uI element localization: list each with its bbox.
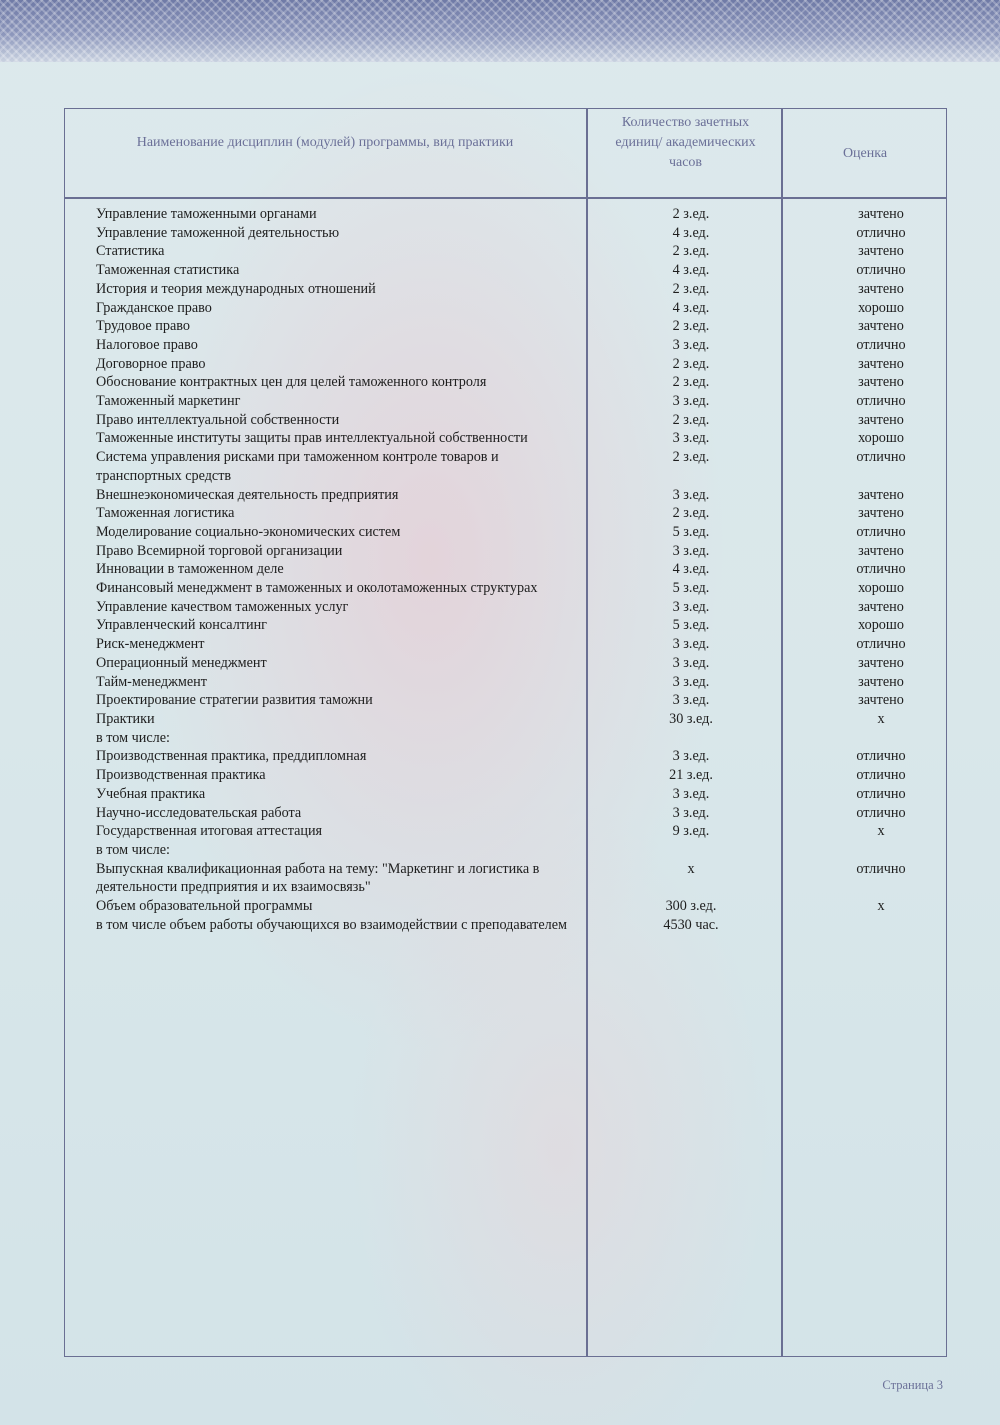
discipline-name: Таможенная логистика: [96, 505, 235, 522]
discipline-name: Учебная практика: [96, 785, 206, 802]
discipline-name: Гражданское право: [96, 299, 212, 316]
table-row: [96, 598, 946, 617]
grades-table-body: [96, 205, 946, 934]
discipline-name: Производственная практика, преддипломная: [96, 748, 367, 765]
grade: хорошо: [858, 580, 904, 597]
table-row: [96, 710, 946, 729]
discipline-name: Производственная практика: [96, 767, 266, 784]
grade: зачтено: [858, 280, 904, 297]
grade: зачтено: [858, 318, 904, 335]
discipline-name: Система управления рисками при таможенном контроле товаров и транспортных средств: [96, 449, 499, 484]
table-row: [96, 317, 946, 336]
discipline-name: Финансовый менеджмент в таможенных и околотаможенных структурах: [96, 580, 538, 597]
grade: зачтено: [858, 411, 904, 428]
table-row: [96, 261, 946, 280]
credit-units: 4 з.ед.: [672, 561, 710, 578]
grade: отлично: [856, 860, 906, 877]
grade: хорошо: [858, 430, 904, 447]
table-row: [96, 654, 946, 673]
credit-units: 2 з.ед.: [672, 411, 710, 428]
page-number: Страница 3: [882, 1378, 943, 1392]
grade: отлично: [856, 748, 906, 765]
credit-units: 2 з.ед.: [672, 374, 710, 391]
table-row: [96, 673, 946, 692]
discipline-name: Таможенные институты защиты прав интеллектуальной собственности: [96, 430, 528, 447]
table-row: [96, 804, 946, 823]
credit-units: 2 з.ед.: [672, 318, 710, 335]
table-row: [96, 373, 946, 392]
grade: отлично: [856, 393, 906, 410]
credit-units: 21 з.ед.: [669, 767, 713, 784]
decorative-top-band: [0, 0, 1000, 62]
table-row: [96, 299, 946, 318]
grade: зачтено: [858, 542, 904, 559]
grade: зачтено: [858, 654, 904, 671]
table-row: [96, 355, 946, 374]
credit-units: 3 з.ед.: [672, 598, 710, 615]
table-row: [96, 691, 946, 710]
table-row: [96, 542, 946, 561]
table-row: [96, 224, 946, 243]
table-row: [96, 242, 946, 261]
table-row: [96, 429, 946, 448]
grade: зачтено: [858, 673, 904, 690]
credit-units: 3 з.ед.: [672, 393, 710, 410]
grade: зачтено: [858, 486, 904, 503]
discipline-name: Обоснование контрактных цен для целей таможенного контроля: [96, 374, 487, 391]
table-row: [96, 916, 946, 935]
table-row: [96, 635, 946, 654]
discipline-name: Тайм-менеджмент: [96, 673, 207, 690]
header-divider: [65, 197, 946, 199]
credit-units: 2 з.ед.: [672, 280, 710, 297]
discipline-name: Налоговое право: [96, 336, 198, 353]
discipline-name: Договорное право: [96, 355, 206, 372]
discipline-name: Управление качеством таможенных услуг: [96, 598, 349, 615]
table-row: [96, 729, 946, 748]
grade: х: [877, 710, 885, 727]
grade: отлично: [856, 262, 906, 279]
grade: отлично: [856, 523, 906, 540]
credit-units: 3 з.ед.: [672, 654, 710, 671]
discipline-name: Право Всемирной торговой организации: [96, 542, 343, 559]
credit-units: х: [687, 860, 695, 877]
discipline-name: Управление таможенной деятельностью: [96, 224, 340, 241]
credit-units: 5 з.ед.: [672, 580, 710, 597]
table-row: [96, 523, 946, 542]
grade: х: [877, 823, 885, 840]
discipline-name: в том числе:: [96, 841, 170, 858]
credit-units: 2 з.ед.: [672, 505, 710, 522]
discipline-name: в том числе:: [96, 729, 170, 746]
table-row: [96, 486, 946, 505]
grade: зачтено: [858, 206, 904, 222]
credit-units: 30 з.ед.: [669, 710, 713, 727]
credit-units: 4 з.ед.: [672, 299, 710, 316]
table-row: [96, 448, 946, 485]
credit-units: 3 з.ед.: [672, 430, 710, 447]
credit-units: 3 з.ед.: [672, 673, 710, 690]
grade: отлично: [856, 767, 906, 784]
credit-units: 3 з.ед.: [672, 636, 710, 653]
discipline-name: Управленческий консалтинг: [96, 617, 268, 634]
table-row: [96, 747, 946, 766]
grade: зачтено: [858, 692, 904, 709]
credit-units: 5 з.ед.: [672, 617, 710, 634]
table-row: [96, 336, 946, 355]
table-row: [96, 785, 946, 804]
grade: отлично: [856, 224, 906, 241]
credit-units: 3 з.ед.: [672, 748, 710, 765]
grade: зачтено: [858, 243, 904, 260]
grade: отлично: [856, 804, 906, 821]
credit-units: 2 з.ед.: [672, 449, 710, 466]
grade: зачтено: [858, 505, 904, 522]
table-row: [96, 504, 946, 523]
discipline-name: Моделирование социально-экономических систем: [96, 523, 401, 540]
discipline-name: История и теория международных отношений: [96, 280, 376, 297]
table-row: [96, 766, 946, 785]
grade: отлично: [856, 336, 906, 353]
table-row: [96, 841, 946, 860]
header-grade: Оценка: [842, 146, 888, 161]
table-row: [96, 392, 946, 411]
header-quantity: Количество зачетных единиц/ академических часов: [615, 115, 756, 170]
table-row: [96, 616, 946, 635]
table-row: [96, 579, 946, 598]
discipline-name: Внешнеэкономическая деятельность предприятия: [96, 486, 399, 503]
grade: зачтено: [858, 374, 904, 391]
credit-units: 2 з.ед.: [672, 355, 710, 372]
discipline-name: Статистика: [96, 243, 165, 260]
discipline-name: Выпускная квалификационная работа на тему: "Маркетинг и логистика в деятельности предприятия и их взаимосвязь": [96, 860, 540, 896]
discipline-name: Риск-менеджмент: [96, 636, 205, 653]
discipline-name: Таможенная статистика: [96, 262, 240, 279]
credit-units: 4 з.ед.: [672, 262, 710, 279]
grade: хорошо: [858, 617, 904, 634]
credit-units: 2 з.ед.: [672, 243, 710, 260]
grade: отлично: [856, 449, 906, 466]
credit-units: 300 з.ед.: [665, 898, 717, 915]
grade: отлично: [856, 561, 906, 578]
credit-units: 3 з.ед.: [672, 692, 710, 709]
credit-units: 3 з.ед.: [672, 542, 710, 559]
table-row: [96, 205, 946, 224]
discipline-name: Практики: [96, 710, 155, 727]
grade: зачтено: [858, 355, 904, 372]
credit-units: 5 з.ед.: [672, 523, 710, 540]
grade: зачтено: [858, 598, 904, 615]
table-row: [96, 411, 946, 430]
credit-units: 2 з.ед.: [672, 206, 710, 222]
grade: хорошо: [858, 299, 904, 316]
discipline-name: Операционный менеджмент: [96, 654, 267, 671]
credit-units: 3 з.ед.: [672, 336, 710, 353]
discipline-name: в том числе объем работы обучающихся во взаимодействии с преподавателем: [96, 916, 567, 933]
grade: отлично: [856, 785, 906, 802]
discipline-name: Научно-исследовательская работа: [96, 804, 302, 821]
header-discipline-name: Наименование дисциплин (модулей) программы, вид практики: [136, 135, 514, 150]
credit-units: 3 з.ед.: [672, 785, 710, 802]
discipline-name: Трудовое право: [96, 318, 190, 335]
discipline-name: Таможенный маркетинг: [96, 393, 241, 410]
discipline-name: Инновации в таможенном деле: [96, 561, 284, 578]
table-row: [96, 280, 946, 299]
grade: х: [877, 898, 885, 915]
table-row: [96, 860, 946, 897]
credit-units: 3 з.ед.: [672, 486, 710, 503]
credit-units: 4530 час.: [663, 916, 719, 933]
credit-units: 4 з.ед.: [672, 224, 710, 241]
discipline-name: Объем образовательной программы: [96, 898, 313, 915]
discipline-name: Проектирование стратегии развития таможни: [96, 692, 373, 709]
table-row: [96, 560, 946, 579]
credit-units: 3 з.ед.: [672, 804, 710, 821]
table-row: [96, 822, 946, 841]
table-row: [96, 897, 946, 916]
discipline-name: Управление таможенными органами: [96, 206, 317, 222]
discipline-name: Государственная итоговая аттестация: [96, 823, 323, 840]
credit-units: 9 з.ед.: [672, 823, 710, 840]
discipline-name: Право интеллектуальной собственности: [96, 411, 340, 428]
grade: отлично: [856, 636, 906, 653]
